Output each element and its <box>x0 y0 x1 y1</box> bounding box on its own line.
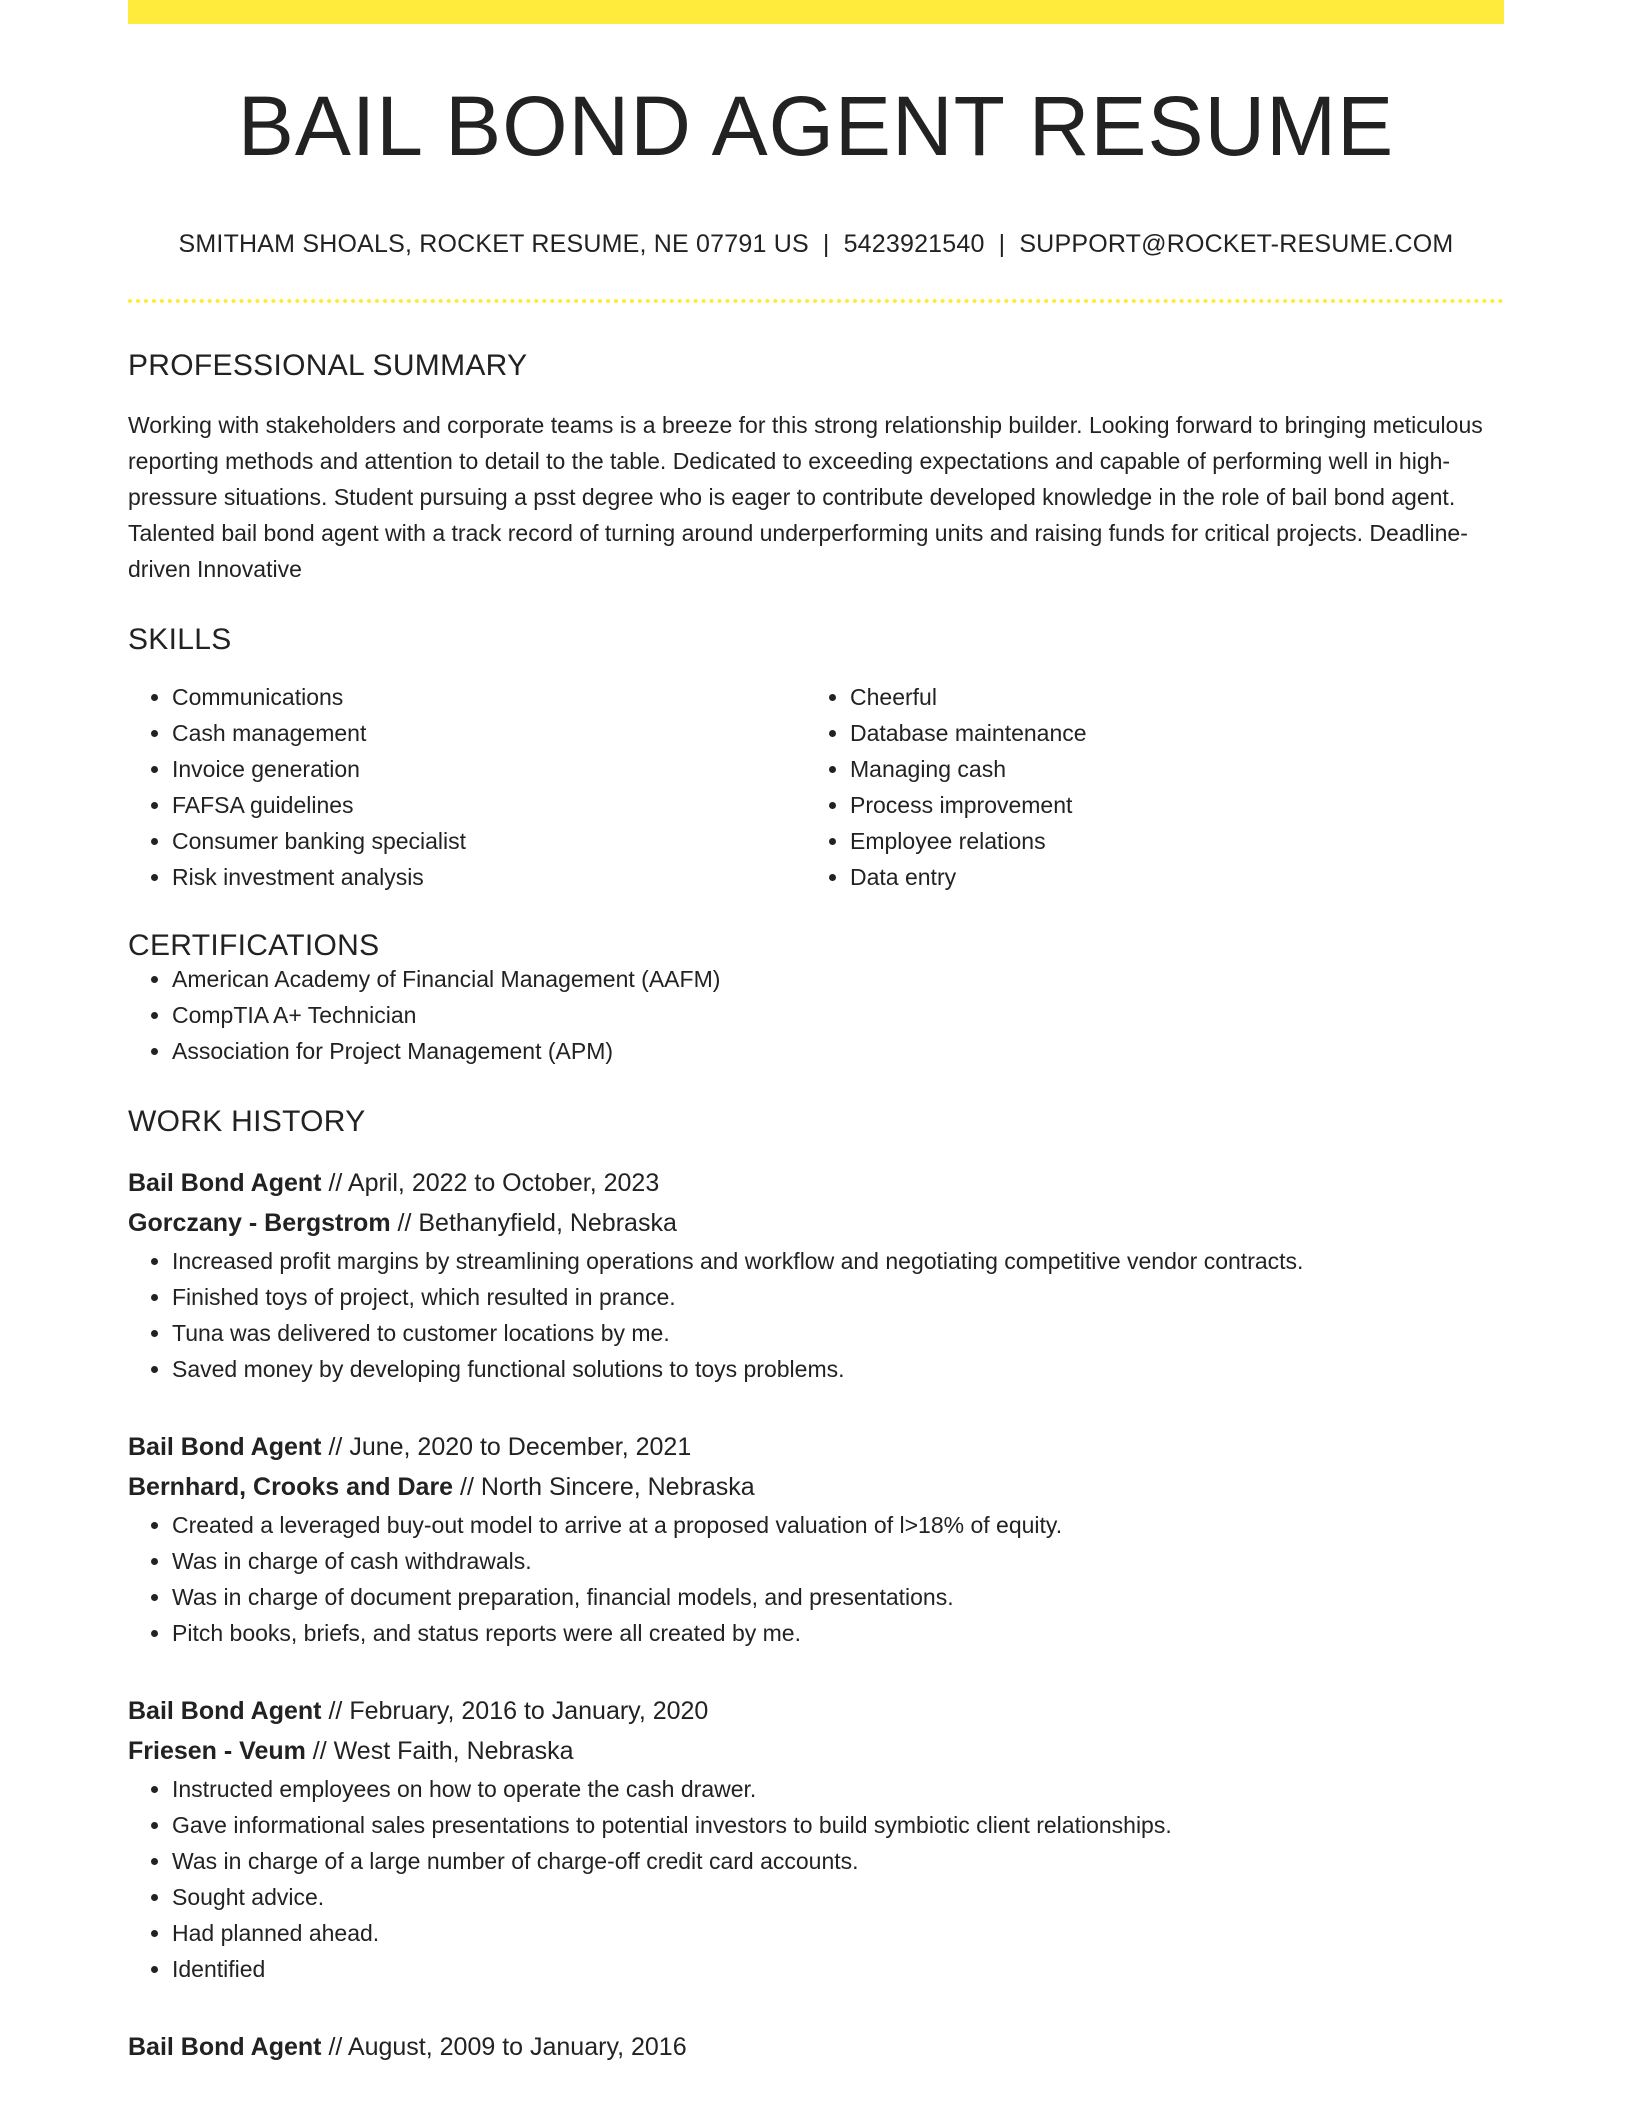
skills-heading: SKILLS <box>128 623 232 656</box>
job-role: Bail Bond Agent <box>128 1433 322 1461</box>
contact-separator: | <box>998 230 1006 258</box>
skill-item: • Database maintenance <box>850 715 1484 751</box>
summary-heading: PROFESSIONAL SUMMARY <box>128 349 528 382</box>
skill-item: • FAFSA guidelines <box>172 787 806 823</box>
certification-item: • American Academy of Financial Management (AAFM) <box>172 961 1504 997</box>
skills-grid <box>128 679 1504 895</box>
job-company-line <box>128 1467 1504 1507</box>
job-separator: // <box>321 1169 348 1197</box>
job-role: Bail Bond Agent <box>128 1697 322 1725</box>
job-role-line <box>128 2027 1504 2067</box>
certifications-list <box>128 961 1504 1069</box>
job-role-line <box>128 1427 1504 1467</box>
skill-item: • Invoice generation <box>172 751 806 787</box>
summary-text: Working with stakeholders and corporate teams is a breeze for this strong relationship builder. Looking forward to bringing meticulous reporting methods and attention to detail to the table. Dedicated to exceeding expectations and capable of performing well in high-pressure situations. Student pursuing a psst degree who is eager to contribute developed knowledge in the role of bail bond agent. Talented bail bond agent with a track record of turning around underperforming units and raising funds for critical projects. Deadline-driven Innovative <box>128 412 1483 582</box>
skill-item: • Process improvement <box>850 787 1484 823</box>
job-role: Bail Bond Agent <box>128 1169 322 1197</box>
job-company-line <box>128 1203 1504 1243</box>
job-bullet: • Instructed employees on how to operate the cash drawer. <box>172 1771 1504 1807</box>
job-company-line <box>128 1731 1504 1771</box>
job-separator: // <box>390 1209 419 1237</box>
job-entry <box>128 1163 1504 1387</box>
certification-item: • CompTIA A+ Technician <box>172 997 1504 1033</box>
job-separator: // <box>321 1697 350 1725</box>
job-entry <box>128 1691 1504 1987</box>
job-bullet: • Had planned ahead. <box>172 1915 1504 1951</box>
resume-page <box>128 0 1504 2067</box>
job-bullets <box>128 1771 1504 1987</box>
contact-phone: 5423921540 <box>843 230 985 258</box>
job-bullet: • Finished toys of project, which resulted in prance. <box>172 1279 1504 1315</box>
job-company: Gorczany - Bergstrom <box>128 1209 391 1237</box>
top-accent-bar <box>128 0 1504 24</box>
job-separator: // <box>321 2033 348 2061</box>
job-bullet: • Gave informational sales presentations to potential investors to build symbiotic client relationships. <box>172 1807 1504 1843</box>
skill-item: • Data entry <box>850 859 1484 895</box>
skill-item: • Cash management <box>172 715 806 751</box>
job-bullet: • Increased profit margins by streamlining operations and workflow and negotiating competitive vendor contracts. <box>172 1243 1504 1279</box>
job-bullet: • Was in charge of document preparation, financial models, and presentations. <box>172 1579 1504 1615</box>
job-entry <box>128 2027 1504 2067</box>
job-role-line <box>128 1163 1504 1203</box>
skill-item: • Communications <box>172 679 806 715</box>
job-dates: February, 2016 to January, 2020 <box>349 1697 709 1725</box>
job-dates: June, 2020 to December, 2021 <box>349 1433 692 1461</box>
certifications-heading: CERTIFICATIONS <box>128 929 380 962</box>
job-bullet: • Tuna was delivered to customer locations by me. <box>172 1315 1504 1351</box>
job-role-line <box>128 1691 1504 1731</box>
skill-item: • Consumer banking specialist <box>172 823 806 859</box>
job-separator: // <box>321 1433 350 1461</box>
job-bullet: • Created a leveraged buy-out model to arrive at a proposed valuation of l>18% of equity. <box>172 1507 1504 1543</box>
skills-list-right <box>806 679 1484 895</box>
skill-item: • Risk investment analysis <box>172 859 806 895</box>
contact-address: SMITHAM SHOALS, ROCKET RESUME, NE 07791 US <box>178 230 809 258</box>
job-bullet: • Was in charge of cash withdrawals. <box>172 1543 1504 1579</box>
job-separator: // <box>305 1737 334 1765</box>
job-bullet: • Sought advice. <box>172 1879 1504 1915</box>
job-dates: April, 2022 to October, 2023 <box>347 1169 660 1197</box>
job-location: North Sincere, Nebraska <box>480 1473 755 1501</box>
contact-separator: | <box>822 230 830 258</box>
job-company: Bernhard, Crooks and Dare <box>128 1473 454 1501</box>
job-bullet: • Pitch books, briefs, and status reports were all created by me. <box>172 1615 1504 1651</box>
job-separator: // <box>453 1473 481 1501</box>
skill-item: • Managing cash <box>850 751 1484 787</box>
job-location: West Faith, Nebraska <box>333 1737 574 1765</box>
dotted-divider <box>128 299 1504 303</box>
skill-item: • Cheerful <box>850 679 1484 715</box>
contact-email: SUPPORT@ROCKET-RESUME.COM <box>1019 230 1454 258</box>
job-location: Bethanyfield, Nebraska <box>418 1209 677 1237</box>
job-bullet: • Was in charge of a large number of charge-off credit card accounts. <box>172 1843 1504 1879</box>
contact-line <box>128 230 1504 259</box>
job-bullets <box>128 1507 1504 1651</box>
work-history-heading: WORK HISTORY <box>128 1105 366 1138</box>
skill-item: • Employee relations <box>850 823 1484 859</box>
job-bullet: • Identified <box>172 1951 1504 1987</box>
job-bullets <box>128 1243 1504 1387</box>
page-title: BAIL BOND AGENT RESUME <box>237 79 1395 173</box>
job-entry <box>128 1427 1504 1651</box>
certification-item: • Association for Project Management (APM) <box>172 1033 1504 1069</box>
job-role: Bail Bond Agent <box>128 2033 322 2061</box>
job-company: Friesen - Veum <box>128 1737 306 1765</box>
job-dates: August, 2009 to January, 2016 <box>347 2033 687 2061</box>
job-bullet: • Saved money by developing functional solutions to toys problems. <box>172 1351 1504 1387</box>
skills-list-left <box>128 679 806 895</box>
